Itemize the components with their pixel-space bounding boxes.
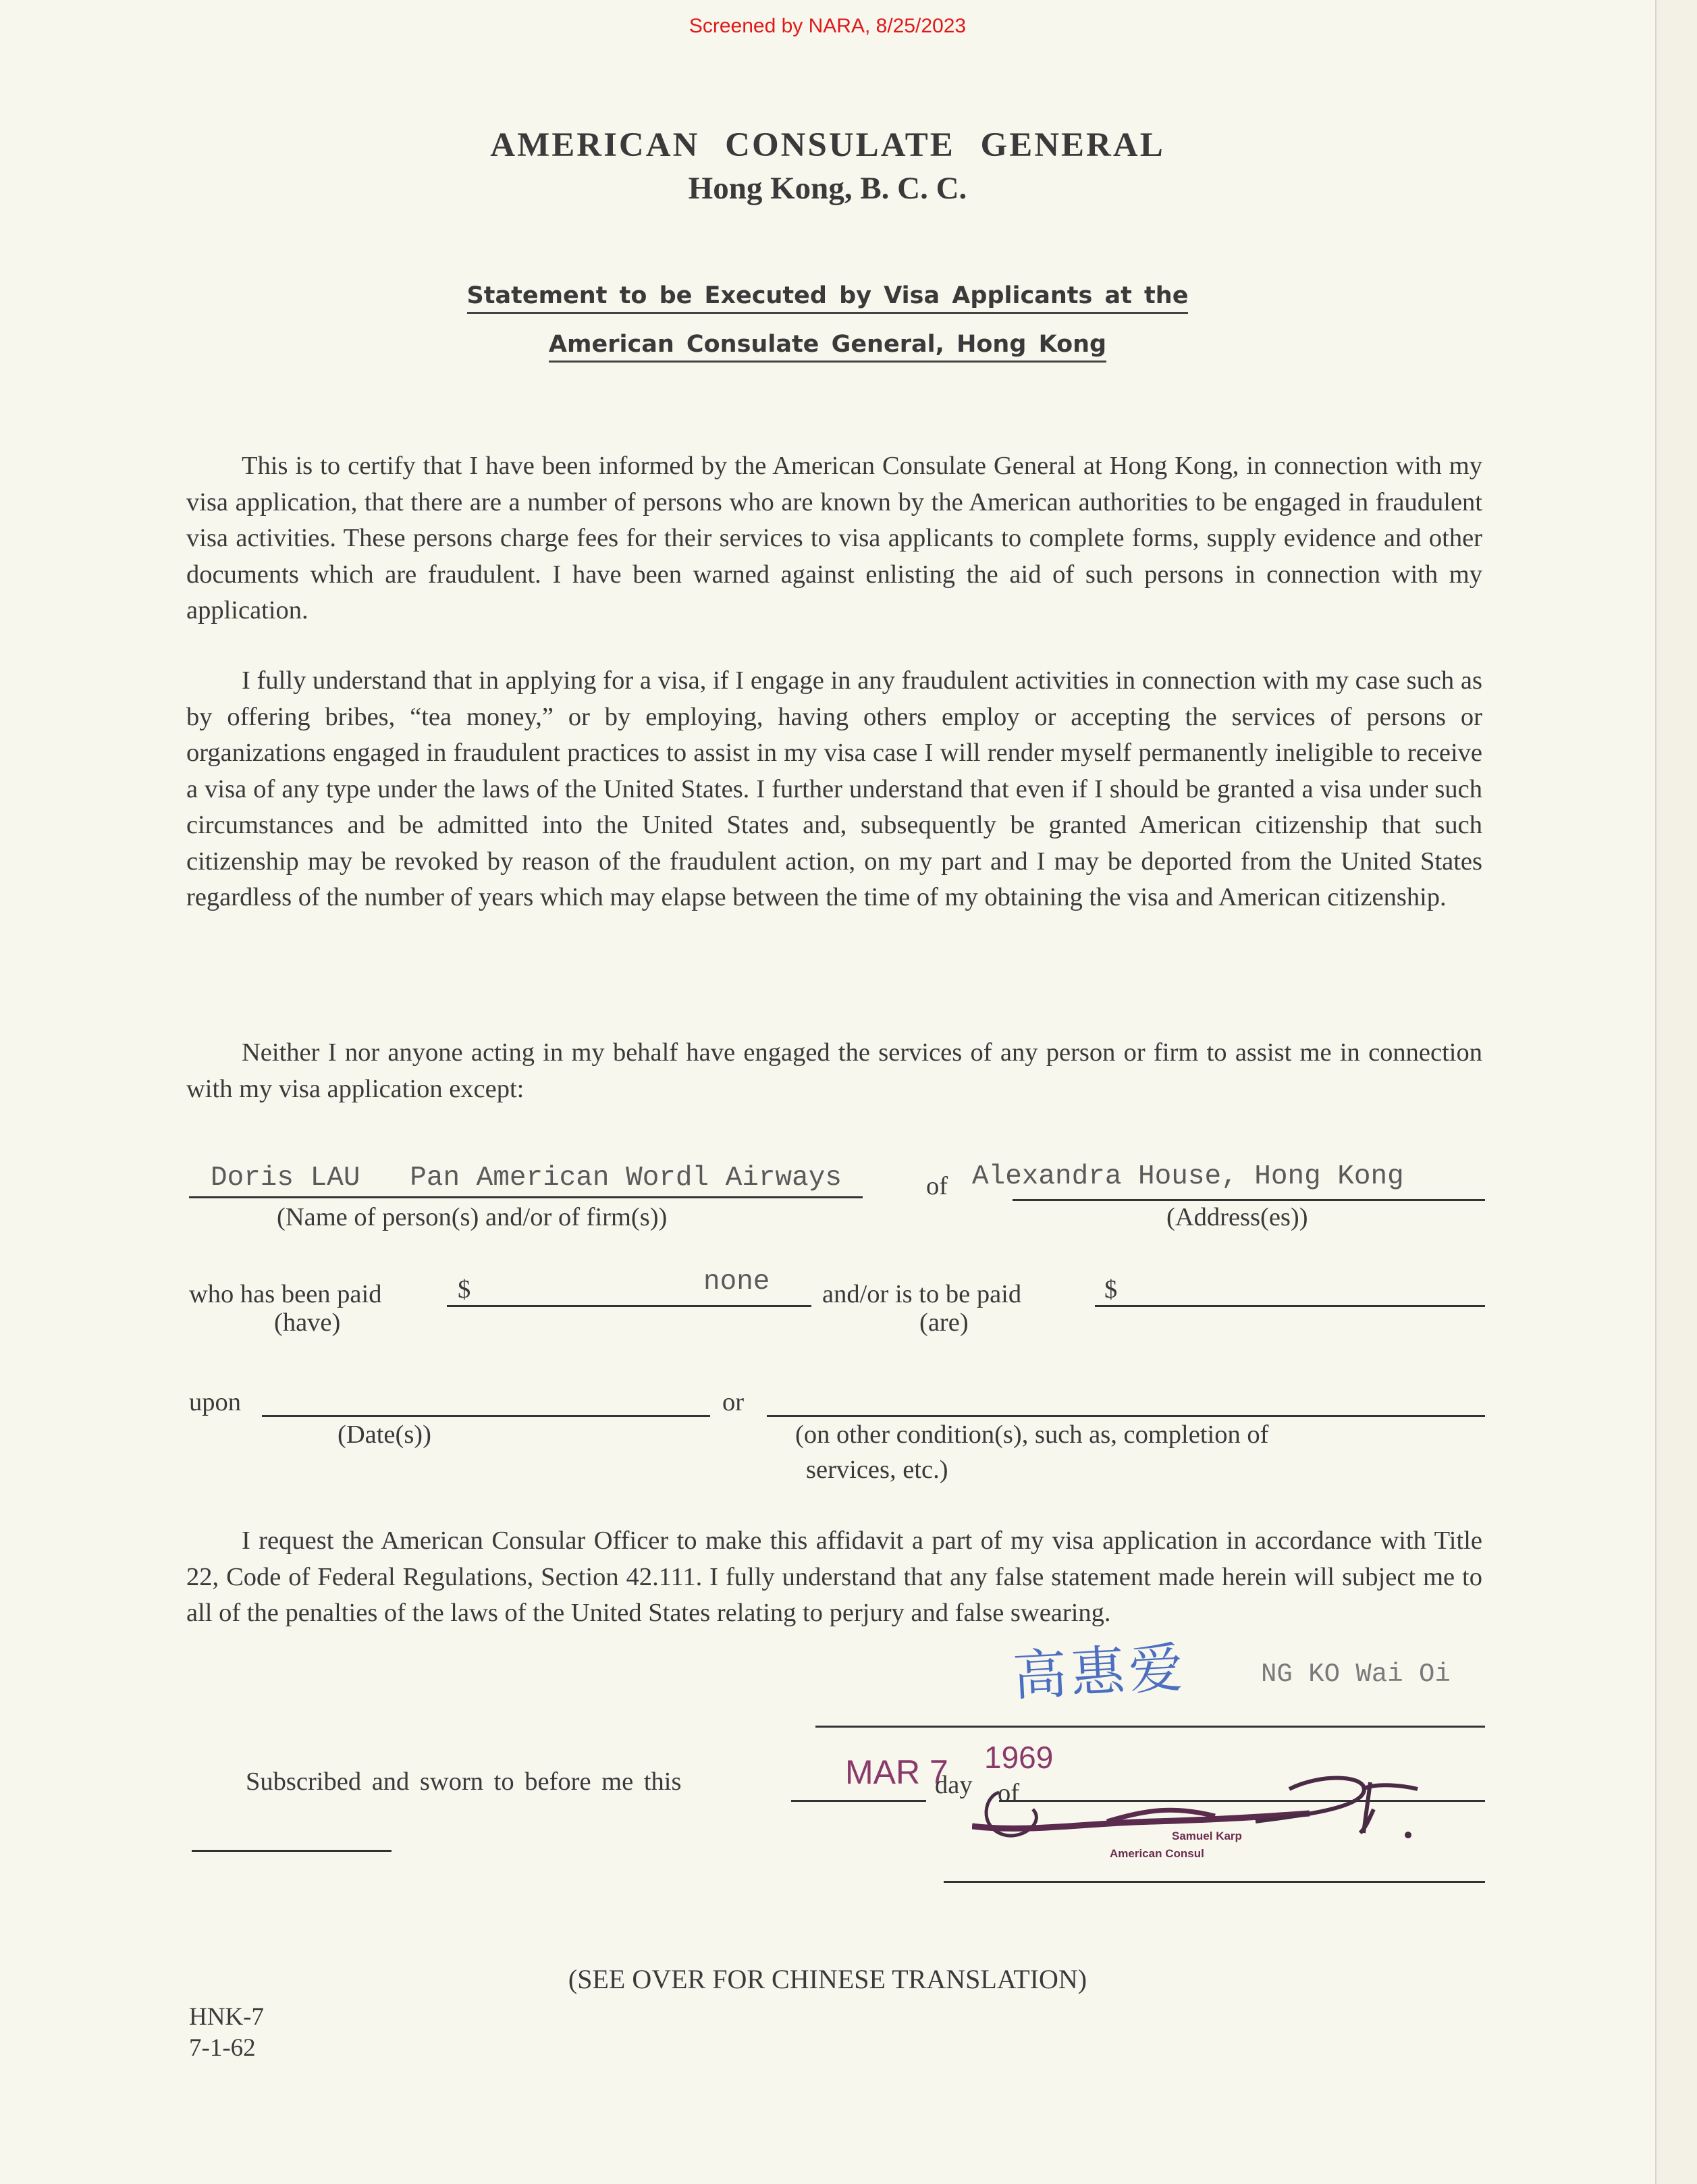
chinese-signature: 高惠爱 <box>1011 1636 1189 1708</box>
typed-applicant-name: NG KO Wai Oi <box>1261 1659 1451 1689</box>
form-number: HNK-7 <box>189 2003 264 2031</box>
address-value: Alexandra House, Hong Kong <box>972 1161 1404 1192</box>
date-line <box>262 1415 710 1417</box>
of-word: of <box>998 1779 1020 1807</box>
address-label: (Address(es)) <box>1166 1203 1308 1231</box>
of-label: of <box>926 1172 948 1200</box>
condition-label-2: services, etc.) <box>806 1456 948 1484</box>
paid-line <box>447 1305 811 1307</box>
dollar-sign-2: $ <box>1104 1275 1118 1304</box>
consul-signature-line <box>944 1881 1485 1883</box>
upon-label: upon <box>189 1388 241 1416</box>
or-label: or <box>722 1388 745 1416</box>
services-paragraph: Neither I nor anyone acting in my behalf have engaged the services of any person or firm to assist me in connection with my visa application except: <box>186 1038 1482 1103</box>
condition-line <box>767 1415 1485 1417</box>
perjury-paragraph: I request the American Consular Officer to make this affidavit a part of my visa application in accordance with Title 22, Code of Federal Regulations, Section 42.111. I fully understand that any false statement made herein will subject me to all of the penalties of the laws of the United States relating to perjury and false swearing. <box>186 1526 1482 1627</box>
translation-note: (SEE OVER FOR CHINESE TRANSLATION) <box>568 1964 1087 1994</box>
name-value: Doris LAU Pan American Wordl Airways <box>211 1163 842 1194</box>
certification-paragraph: This is to certify that I have been informed by the American Consulate General at Hong Kong, in connection with my visa application, that there are a number of persons who are known by the American authorities to be engaged in fraudulent visa activities. These persons charge fees for their services to visa applicants to complete forms, supply evidence and other documents which are fraudulent. I have been warned against enlisting the aid of such persons in connection with my application. <box>186 452 1482 624</box>
name-label: (Name of person(s) and/or of firm(s)) <box>277 1203 668 1231</box>
office-title: AMERICAN CONSULATE GENERAL <box>490 126 1165 164</box>
date-label: (Date(s)) <box>338 1420 431 1449</box>
name-line <box>189 1196 863 1198</box>
office-location: Hong Kong, B. C. C. <box>688 171 967 206</box>
subtitle-line-1: Statement to be Executed by Visa Applicants at the <box>0 282 1655 309</box>
condition-label-1: (on other condition(s), such as, completion of <box>795 1420 1269 1449</box>
fraud-warning-paragraph: I fully understand that in applying for a visa, if I engage in any fraudulent activities in connection with my case such as by offering bribes, “tea money,” or by employing, having others employ or accepting the services of persons or organizations engaged in fraudulent practices to assist in my visa case I will render myself permanently ineligible to receive a visa of any type under the laws of the United States. I further understand that even if I should be granted a visa under such circumstances and be admitted into the United States and, subsequently be granted American citizenship that such citizenship may be revoked by reason of the fraudulent action, on my part and I may be deported from the United States regardless of the number of years which may elapse between the time of my obtaining the visa and American citizenship. <box>186 666 1482 911</box>
paid-prefix: who has been paid <box>189 1280 382 1308</box>
short-blank-line <box>192 1850 392 1852</box>
consul-name-stamp: Samuel Karp <box>1172 1830 1242 1842</box>
have-label: (have) <box>274 1308 341 1337</box>
day-word: day <box>935 1771 973 1799</box>
year-stamp: 1969 <box>984 1740 1054 1775</box>
form-date: 7-1-62 <box>189 2034 256 2062</box>
dollar-sign-1: $ <box>458 1275 471 1304</box>
address-line <box>1013 1199 1485 1201</box>
consul-signature <box>972 1769 1431 1877</box>
date-stamp: MAR 7 <box>845 1753 948 1791</box>
to-be-paid-line <box>1095 1305 1485 1307</box>
to-be-paid-prefix: and/or is to be paid <box>822 1280 1022 1308</box>
paid-value: none <box>703 1267 770 1298</box>
screened-stamp: Screened by NARA, 8/25/2023 <box>689 15 967 37</box>
are-label: (are) <box>919 1308 969 1337</box>
sworn-text: Subscribed and sworn to before me this <box>246 1767 682 1796</box>
applicant-signature-line <box>815 1726 1485 1728</box>
date-blank-line <box>791 1800 926 1802</box>
subtitle-line-2: American Consulate General, Hong Kong <box>0 331 1655 358</box>
consul-title-stamp: American Consul <box>1110 1847 1204 1860</box>
